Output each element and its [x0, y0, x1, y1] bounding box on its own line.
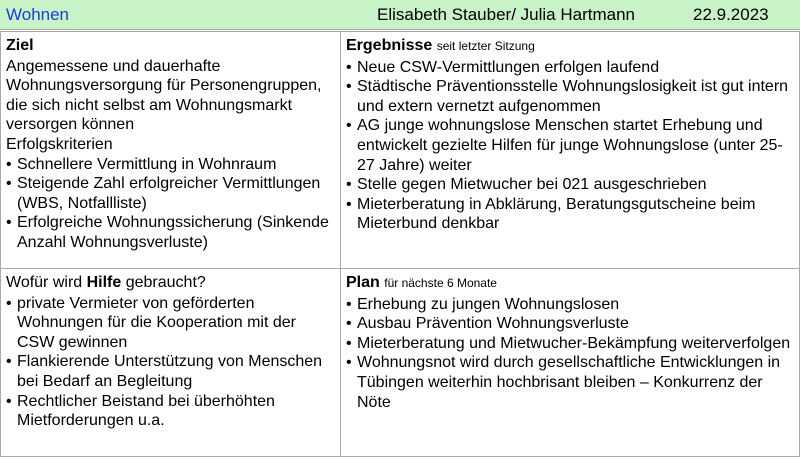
- list-item: • Stelle gegen Mietwucher bei 021 ausgeschrieben: [346, 175, 795, 195]
- list-item: • Wohnungsnot wird durch gesellschaftliche Entwicklungen in Tübingen weiterhin hochbrisant bleiben – Konkurrenz der Nöte: [346, 353, 795, 412]
- list-item: • Schnellere Vermittlung in Wohnraum: [6, 155, 336, 175]
- ergebnisse-subtitle: seit letzter Sitzung: [436, 39, 535, 53]
- list-item: • Flankierende Unterstützung von Menschen bei Bedarf an Begleitung: [6, 352, 336, 391]
- plan-title: Plan: [346, 274, 380, 291]
- ergebnisse-list: [346, 58, 795, 234]
- header-bar: [0, 0, 800, 30]
- plan-subtitle: für nächste 6 Monate: [384, 276, 497, 290]
- list-item: • Erhebung zu jungen Wohnungslosen: [346, 295, 795, 315]
- list-item: • Mieterberatung und Mietwucher-Bekämpfung weiterverfolgen: [346, 334, 795, 354]
- authors: Elisabeth Stauber/ Julia Hartmann: [377, 5, 635, 24]
- plan-heading: [346, 273, 795, 294]
- criteria-list: [6, 155, 336, 253]
- list-item: • Erfolgreiche Wohnungssicherung (Sinkende Anzahl Wohnungsverluste): [6, 213, 336, 252]
- plan-list: [346, 295, 795, 413]
- page-title: Wohnen: [6, 5, 70, 24]
- hilfe-list: [6, 294, 336, 431]
- ergebnisse-cell: [340, 31, 800, 269]
- ziel-cell: [0, 31, 341, 269]
- hilfe-heading-pre: Wofür wird: [6, 274, 87, 291]
- hilfe-heading-post: gebraucht?: [121, 274, 206, 291]
- ergebnisse-heading: [346, 36, 795, 57]
- content-grid: [0, 31, 800, 457]
- list-item: • AG junge wohnungslose Menschen startet Erhebung und entwickelt gezielte Hilfen für junge Wohnungslose (unter 25-27 Jahre) weiter: [346, 116, 795, 175]
- list-item: • Mieterberatung in Abklärung, Beratungsgutscheine beim Mieterbund denkbar: [346, 195, 795, 234]
- list-item: • Steigende Zahl erfolgreicher Vermittlungen (WBS, Notfallliste): [6, 174, 336, 213]
- ziel-text: Angemessene und dauerhafte Wohnungsversorgung für Personengruppen, die sich nicht selbst am Wohnungsmarkt versorgen können: [6, 57, 322, 134]
- hilfe-heading: [6, 273, 336, 293]
- list-item: • Neue CSW-Vermittlungen erfolgen laufend: [346, 58, 795, 78]
- list-item: • Ausbau Prävention Wohnungsverluste: [346, 314, 795, 334]
- plan-cell: [340, 268, 800, 457]
- ziel-heading: Ziel: [6, 37, 34, 54]
- hilfe-cell: [0, 268, 341, 457]
- date: 22.9.2023: [693, 5, 769, 24]
- criteria-label: Erfolgskriterien: [6, 135, 113, 153]
- list-item: • Rechtlicher Beistand bei überhöhten Mietforderungen u.a.: [6, 392, 336, 431]
- ergebnisse-title: Ergebnisse: [346, 37, 433, 54]
- hilfe-heading-bold: Hilfe: [86, 274, 122, 291]
- list-item: • Städtische Präventionsstelle Wohnungslosigkeit ist gut intern und extern vernetzt aufgenommen: [346, 77, 795, 116]
- list-item: • private Vermieter von geförderten Wohnungen für die Kooperation mit der CSW gewinnen: [6, 294, 336, 353]
